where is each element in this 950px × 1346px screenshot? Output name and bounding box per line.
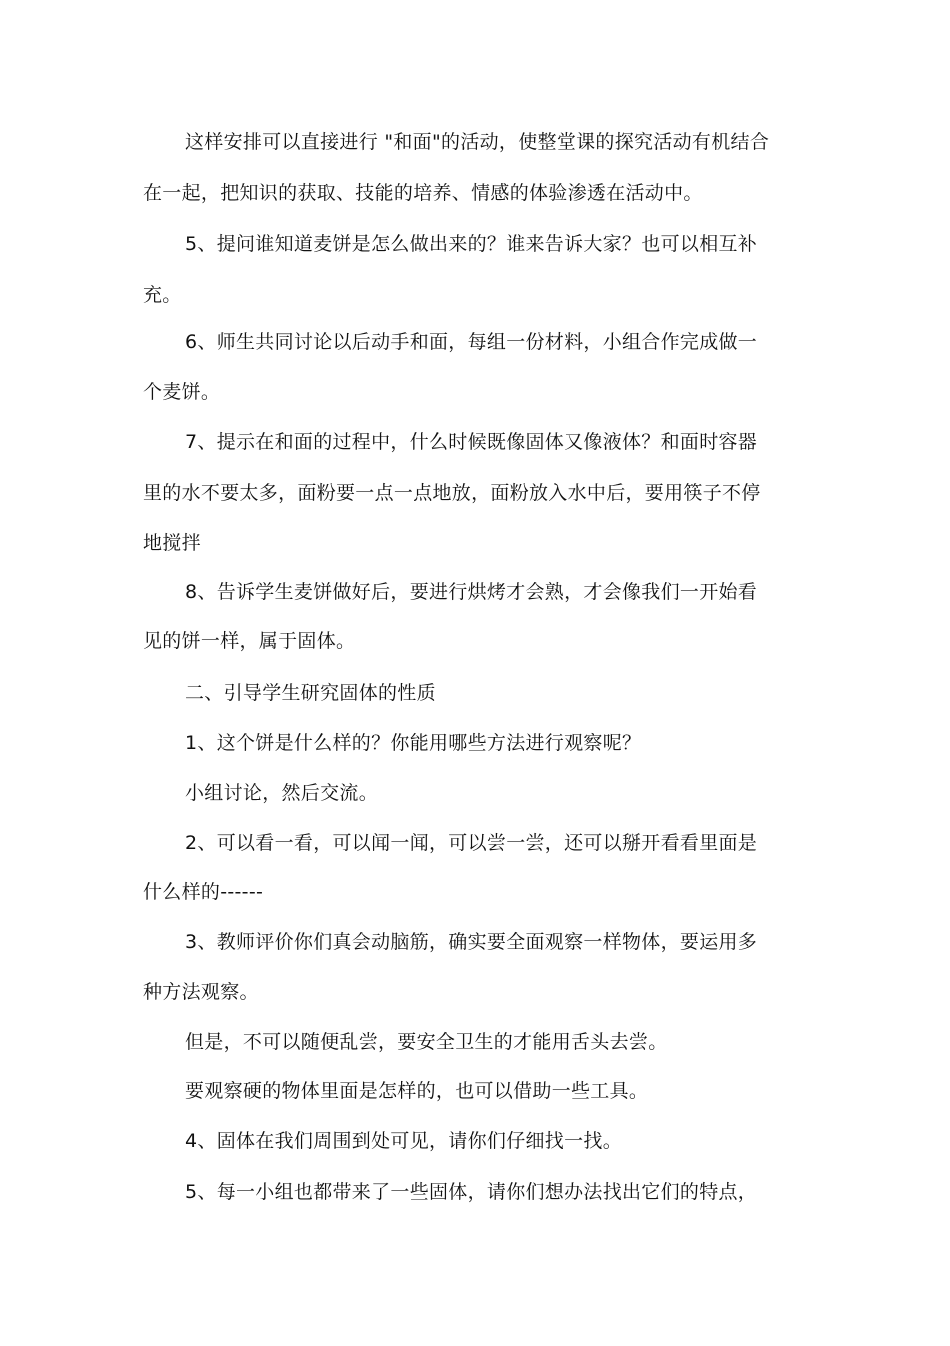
paragraph-line: 7、提示在和面的过程中，什么时候既像固体又像液体？和面时容器	[185, 431, 758, 453]
paragraph-line: 什么样的------	[143, 881, 264, 903]
paragraph-line: 6、师生共同讨论以后动手和面，每组一份材料，小组合作完成做一	[185, 331, 758, 353]
paragraph-line: 在一起，把知识的获取、技能的培养、情感的体验渗透在活动中。	[143, 182, 703, 204]
paragraph-line: 3、教师评价你们真会动脑筋，确实要全面观察一样物体，要运用多	[185, 931, 758, 953]
paragraph-line: 2、可以看一看，可以闻一闻，可以尝一尝，还可以掰开看看里面是	[185, 832, 758, 854]
paragraph-line: 5、每一小组也都带来了一些固体，请你们想办法找出它们的特点，	[185, 1181, 758, 1203]
paragraph-line: 要观察硬的物体里面是怎样的，也可以借助一些工具。	[185, 1080, 649, 1102]
paragraph-line: 种方法观察。	[143, 981, 259, 1003]
paragraph-line: 1、这个饼是什么样的？你能用哪些方法进行观察呢？	[185, 732, 642, 754]
paragraph-line: 8、告诉学生麦饼做好后，要进行烘烤才会熟，才会像我们一开始看	[185, 581, 758, 603]
paragraph-line: 小组讨论，然后交流。	[185, 782, 379, 804]
paragraph-line: 充。	[143, 284, 182, 306]
paragraph-line: 但是，不可以随便乱尝，要安全卫生的才能用舌头去尝。	[185, 1031, 668, 1053]
paragraph-line: 4、固体在我们周围到处可见，请你们仔细找一找。	[185, 1130, 622, 1152]
paragraph-line: 5、提问谁知道麦饼是怎么做出来的？谁来告诉大家？也可以相互补	[185, 233, 758, 255]
paragraph-line: 个麦饼。	[143, 381, 221, 403]
paragraph-line: 地搅拌	[143, 532, 201, 554]
paragraph-line: 这样安排可以直接进行 "和面"的活动，使整堂课的探究活动有机结合	[185, 131, 770, 153]
paragraph-line: 见的饼一样，属于固体。	[143, 630, 356, 652]
section-heading: 二、引导学生研究固体的性质	[185, 682, 436, 704]
paragraph-line: 里的水不要太多，面粉要一点一点地放，面粉放入水中后，要用筷子不停	[143, 482, 761, 504]
